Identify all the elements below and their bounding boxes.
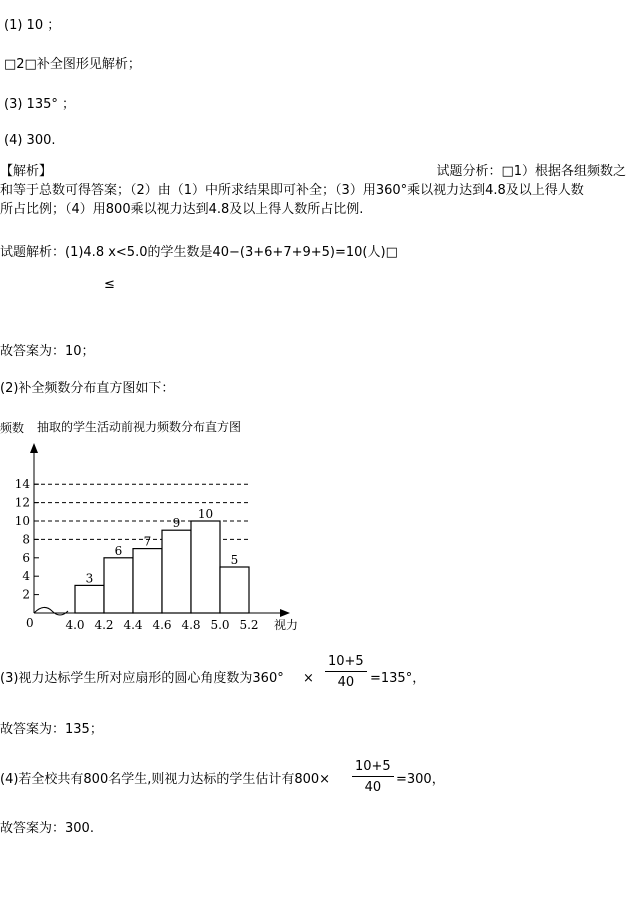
bar-4.8 xyxy=(191,521,220,613)
answer-step4: 故答案为：300. xyxy=(0,821,94,836)
solution-step2: (2)补全频数分布直方图如下： xyxy=(0,381,175,396)
fraction-step3 xyxy=(325,654,367,690)
histogram-chart xyxy=(0,415,630,635)
x-tick-label: 4.8 xyxy=(181,618,201,632)
bar-4.2 xyxy=(104,558,133,613)
fraction-numerator: 10+5 xyxy=(325,654,367,672)
fraction-denominator: 40 xyxy=(364,780,382,795)
axis-break-squiggle xyxy=(34,607,68,615)
x-tick-label: 5.2 xyxy=(239,618,259,632)
y-tick-label: 8 xyxy=(22,532,30,547)
bar-value-label: 3 xyxy=(85,571,94,586)
fraction-step4 xyxy=(352,759,394,795)
bar-value-label: 6 xyxy=(114,543,123,558)
solution-step3: (3)视力达标学生所对应扇形的圆心角度数为360° xyxy=(0,671,284,686)
bar-value-label: 10 xyxy=(197,507,214,521)
y-tick-label: 12 xyxy=(14,495,30,510)
solution-step1: 试题解析：(1)4.8 x<5.0的学生数是40−(3+6+7+9+5)=10(人)□ xyxy=(0,245,398,260)
x-tick-label: 4.4 xyxy=(123,618,143,632)
bar-4.4 xyxy=(133,549,162,613)
chart-xlabel: 视力 xyxy=(274,618,299,632)
answer-1: (1) 10 ； xyxy=(4,18,61,33)
x-tick-label: 4.6 xyxy=(152,618,172,632)
x-tick-label: 4.0 xyxy=(65,618,85,632)
solution-step4: (4)若全校共有800名学生,则视力达标的学生估计有800× xyxy=(0,772,331,787)
answer-step3: 故答案为：135； xyxy=(0,722,103,737)
fraction-numerator: 10+5 xyxy=(352,759,394,777)
y-tick-label: 14 xyxy=(14,477,30,492)
bar-value-label: 7 xyxy=(143,534,152,549)
y-axis-arrow xyxy=(30,443,38,453)
analysis-paragraph xyxy=(0,162,626,219)
x-axis-arrow xyxy=(280,609,290,617)
answer-step1: 故答案为：10； xyxy=(0,344,95,359)
chart-ylabel: 频数 xyxy=(0,421,25,435)
x-tick-label: 5.0 xyxy=(210,618,230,632)
chart-title: 抽取的学生活动前视力频数分布直方图 xyxy=(37,420,242,434)
y-tick-label: 10 xyxy=(14,514,30,528)
solution-step3-result: =135°， xyxy=(370,671,426,686)
answer-2: □2□补全图形见解析； xyxy=(4,57,141,72)
bar-4.6 xyxy=(162,530,191,613)
origin-label: 0 xyxy=(26,616,34,630)
answer-4: (4) 300. xyxy=(4,133,56,148)
times-symbol-3: × xyxy=(303,671,314,686)
bar-5 xyxy=(220,567,249,613)
solution-step4-result: =300， xyxy=(396,772,445,787)
bar-4 xyxy=(75,585,104,613)
answer-3: (3) 135° ； xyxy=(4,97,75,112)
fraction-denominator: 40 xyxy=(337,675,355,690)
y-tick-label: 4 xyxy=(22,569,30,584)
x-tick-label: 4.2 xyxy=(94,618,114,632)
y-tick-label: 2 xyxy=(22,587,30,602)
analysis-line2: 和等于总数可得答案；（2）由（1）中所求结果即可补全；（3）用360°乘以视力达到4.8及以上得人数 xyxy=(0,183,584,198)
analysis-line1: 试题分析：□1）根据各组频数之 xyxy=(436,164,626,179)
analysis-line3: 所占比例；（4）用800乘以视力达到4.8及以上得人数所占比例. xyxy=(0,202,364,217)
bar-value-label: 5 xyxy=(230,553,239,567)
y-tick-label: 6 xyxy=(22,550,30,565)
analysis-heading: 【解析】 xyxy=(0,164,53,179)
leq-symbol: ≤ xyxy=(104,277,115,292)
bar-value-label: 9 xyxy=(172,516,181,531)
